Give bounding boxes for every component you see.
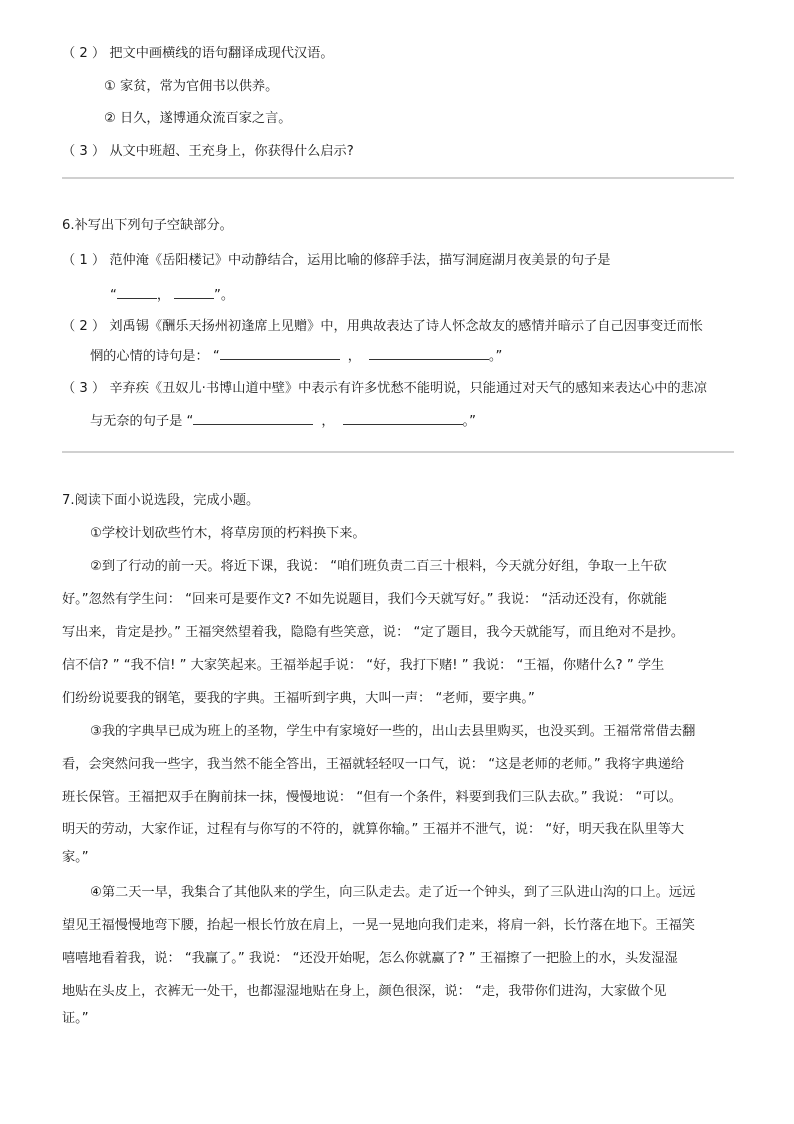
q6-sub1: （ 1 ） 范仲淹《岳阳楼记》中动静结合，运用比喻的修辞手法，描写洞庭湖月夜美景的句子是: [62, 253, 611, 268]
answer-blank[interactable]: [117, 284, 157, 299]
q6-sub2-line2: [90, 345, 502, 367]
q5-sub3: （ 3 ） 从文中班超、王充身上，你获得什么启示?: [62, 144, 354, 159]
answer-blank[interactable]: [220, 345, 340, 360]
answer-blank[interactable]: [369, 345, 489, 360]
close-quote: 。”: [488, 349, 503, 364]
q7-paragraph-line: 地贴在头皮上，衣裤无一处干，也都湿湿地贴在身上，颜色很深，说： “走，我带你们进沟，大家做个见: [62, 984, 667, 999]
prompt-text: 惘的心情的诗句是： “: [90, 349, 220, 364]
q7-paragraph-line: 看，会突然问我一些字，我当然不能全答出，王福就轻轻叹一口气，说： “这是老师的老师。” 我将字典递给: [62, 757, 685, 772]
q7-paragraph-line: 望见王福慢慢地弯下腰，抬起一根长竹放在肩上，一晃一晃地向我们走来，将肩一斜，长竹落在地下。王福笑: [62, 918, 695, 933]
answer-blank[interactable]: [174, 284, 214, 299]
q7-title: 7.阅读下面小说选段，完成小题。: [62, 493, 260, 508]
q7-paragraph-line: 信不信? ” “我不信! ” 大家笑起来。王福举起手说： “好，我打下赌! ” 我说： “王福，你赌什么? ” 学生: [62, 658, 665, 673]
q6-sub1-answer-line: [110, 284, 234, 306]
comma: ，: [156, 288, 171, 303]
q5-item1: ① 家贫，常为官佣书以供养。: [104, 79, 279, 94]
q5-item2: ② 日久，遂博通众流百家之言。: [104, 111, 292, 126]
q6-sub3-line2: [90, 410, 476, 432]
separator: [62, 177, 734, 179]
q7-paragraph-line: 明天的劳动，大家作证，过程有与你写的不符的，就算你输。” 王福并不泄气，说： “好，明天我在队里等大: [62, 822, 685, 837]
close-quote: ”。: [214, 288, 235, 303]
q7-paragraph-line: 家。”: [62, 850, 89, 865]
q5-sub2: （ 2 ） 把文中画横线的语句翻译成现代汉语。: [62, 46, 334, 61]
q7-paragraph-line: 班长保管。王福把双手在胸前抹一抹，慢慢地说： “但有一个条件，料要到我们三队去砍。” 我说： “可以。: [62, 790, 682, 805]
comma: ，: [321, 414, 335, 429]
q7-paragraph-line: 证。”: [62, 1011, 89, 1026]
answer-blank[interactable]: [343, 410, 463, 425]
q7-paragraph-line: 好。”忽然有学生问： “回来可是要作文? 不如先说题目，我们今天就写好。” 我说： “活动还没有，你就能: [62, 592, 667, 607]
separator: [62, 451, 734, 453]
q6-sub2-line1: （ 2 ） 刘禹锡《酬乐天扬州初逢席上见赠》中，用典故表达了诗人怀念故友的感情并暗示了自己因事变迁而怅: [62, 319, 703, 334]
q7-paragraph-line: ③我的字典早已成为班上的圣物，学生中有家境好一些的，出山去县里购买，也没买到。王福常常借去翻: [90, 724, 696, 739]
q7-paragraph-line: ④第二天一早，我集合了其他队来的学生，向三队走去。走了近一个钟头，到了三队进山沟的口上。远远: [90, 885, 696, 900]
comma: ，: [347, 349, 361, 364]
q6-sub3-line1: （ 3 ） 辛弃疾《丑奴儿·书博山道中壁》中表示有许多忧愁不能明说，只能通过对天气的感知来表达心中的悲凉: [62, 381, 707, 396]
q7-paragraph-line: 们纷纷说要我的钢笔，要我的字典。王福听到字典，大叫一声： “老师，要字典。”: [62, 691, 535, 706]
q7-paragraph-line: 嘻嘻地看着我，说： “我赢了。” 我说： “还没开始呢，怎么你就赢了? ” 王福擦了一把脸上的水，头发湿湿: [62, 951, 678, 966]
answer-blank[interactable]: [193, 410, 313, 425]
prompt-text: 与无奈的句子是 “: [90, 414, 194, 429]
q7-paragraph-line: ①学校计划砍些竹木，将草房顶的朽料换下来。: [90, 526, 366, 541]
close-quote: 。”: [462, 414, 476, 429]
q6-title: 6.补写出下列句子空缺部分。: [62, 218, 233, 233]
q7-paragraph-line: 写出来，肯定是抄。” 王福突然望着我，隐隐有些笑意，说： “定了题目，我今天就能写，而且绝对不是抄。: [62, 625, 685, 640]
q7-paragraph-line: ②到了行动的前一天。将近下课，我说： “咱们班负责二百三十根料，今天就分好组，争取一上午砍: [90, 559, 667, 574]
open-quote: “: [110, 288, 117, 303]
